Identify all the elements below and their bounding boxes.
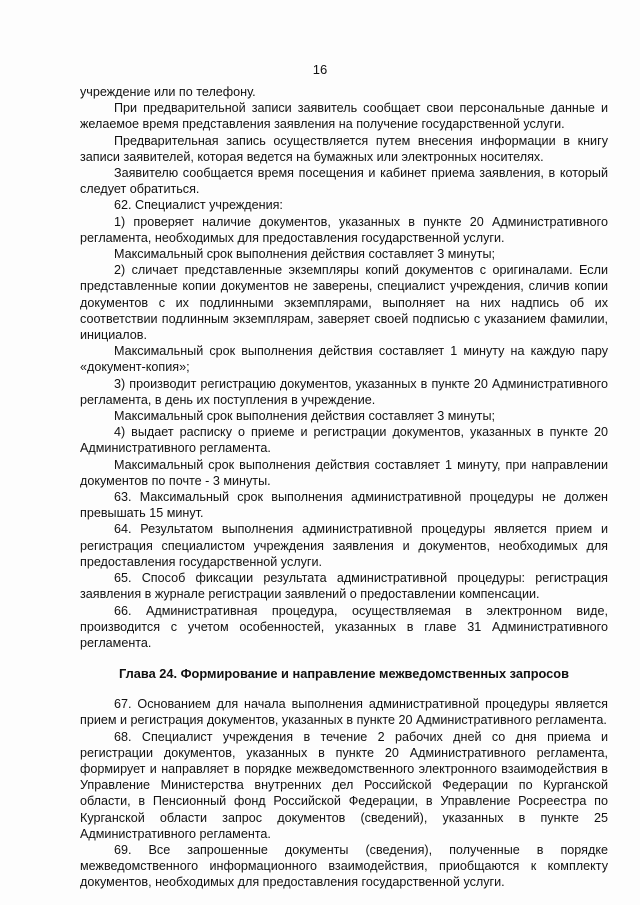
paragraph: 65. Способ фиксации результата административной процедуры: регистрация заявления в журнале регистрации заявлений о предоставлении компенсации. <box>80 571 608 602</box>
paragraph: 1) проверяет наличие документов, указанных в пункте 20 Административного регламента, необходимых для предоставления государственной услуги. <box>80 214 608 245</box>
paragraph: Предварительная запись осуществляется путем внесения информации в книгу записи заявителей, которая ведется на бумажных или электронных носителях. <box>80 133 608 164</box>
top-section <box>80 84 608 651</box>
document-body <box>80 84 608 891</box>
paragraph: 66. Административная процедура, осуществляемая в электронном виде, производится с учетом особенностей, указанных в главе 31 Административного регламента. <box>80 603 608 650</box>
paragraph: 2) сличает представленные экземпляры копий документов с оригиналами. Если представленные копии документов не заверены, специалист учреждения, сличив копии документов с их подлинными экземплярами, выполняет на них надпись об их соответствии подлинным экземплярам, заверяет своей подписью с указанием фамилии, инициалов. <box>80 263 608 343</box>
paragraph: 62. Специалист учреждения: <box>114 198 283 213</box>
paragraph: 63. Максимальный срок выполнения административной процедуры не должен превышать 15 минут. <box>80 490 608 521</box>
paragraph: 69. Все запрошенные документы (сведения), полученные в порядке межведомственного информационного взаимодействия, приобщаются к комплекту документов, необходимых для предоставления государственной услуги. <box>80 842 608 890</box>
paragraph: учреждение или по телефону. <box>80 85 256 99</box>
paragraph: 64. Результатом выполнения административной процедуры является прием и регистрация специалистом учреждения заявления и документов, необходимых для предоставления государственной услуги. <box>80 522 608 569</box>
bottom-section <box>80 696 608 890</box>
paragraph: Максимальный срок выполнения действия составляет 1 минуту, при направлении документов по почте - 3 минуты. <box>80 457 608 488</box>
paragraph: Заявителю сообщается время посещения и кабинет приема заявления, в который следует обратиться. <box>80 166 608 197</box>
paragraph: 68. Специалист учреждения в течение 2 рабочих дней со дня приема и регистрации документов, указанных в пункте 20 Административного регламента, формирует и направляет в порядке межведомственного электронного взаимодействия в Управление Министерства внутренних дел Российской Федерации по Курганской области, в Пенсионный фонд Российской Федерации, в Управление Росреестра по Курганской области запрос документов (сведений), указанных в пункте 25 Административного регламента. <box>80 729 608 841</box>
paragraph: Максимальный срок выполнения действия составляет 1 минуту на каждую пару «документ-копия»; <box>80 344 608 375</box>
paragraph: Максимальный срок выполнения действия составляет 3 минуты; <box>114 247 496 262</box>
paragraph: При предварительной записи заявитель сообщает свои персональные данные и желаемое время представления заявления на получение государственной услуги. <box>80 101 608 132</box>
chapter-heading: Глава 24. Формирование и направление межведомственных запросов <box>119 666 569 682</box>
page-number: 16 <box>312 62 328 77</box>
paragraph: 3) производит регистрацию документов, указанных в пункте 20 Административного регламента, в день их поступления в учреждение. <box>80 376 608 407</box>
paragraph: 4) выдает расписку о приеме и регистрации документов, указанных в пункте 20 Административного регламента. <box>80 425 608 456</box>
paragraph: 67. Основанием для начала выполнения административной процедуры является прием и регистрация документов, указанных в пункте 20 Административного регламента. <box>80 697 608 728</box>
paragraph: Максимальный срок выполнения действия составляет 3 минуты; <box>114 409 496 424</box>
